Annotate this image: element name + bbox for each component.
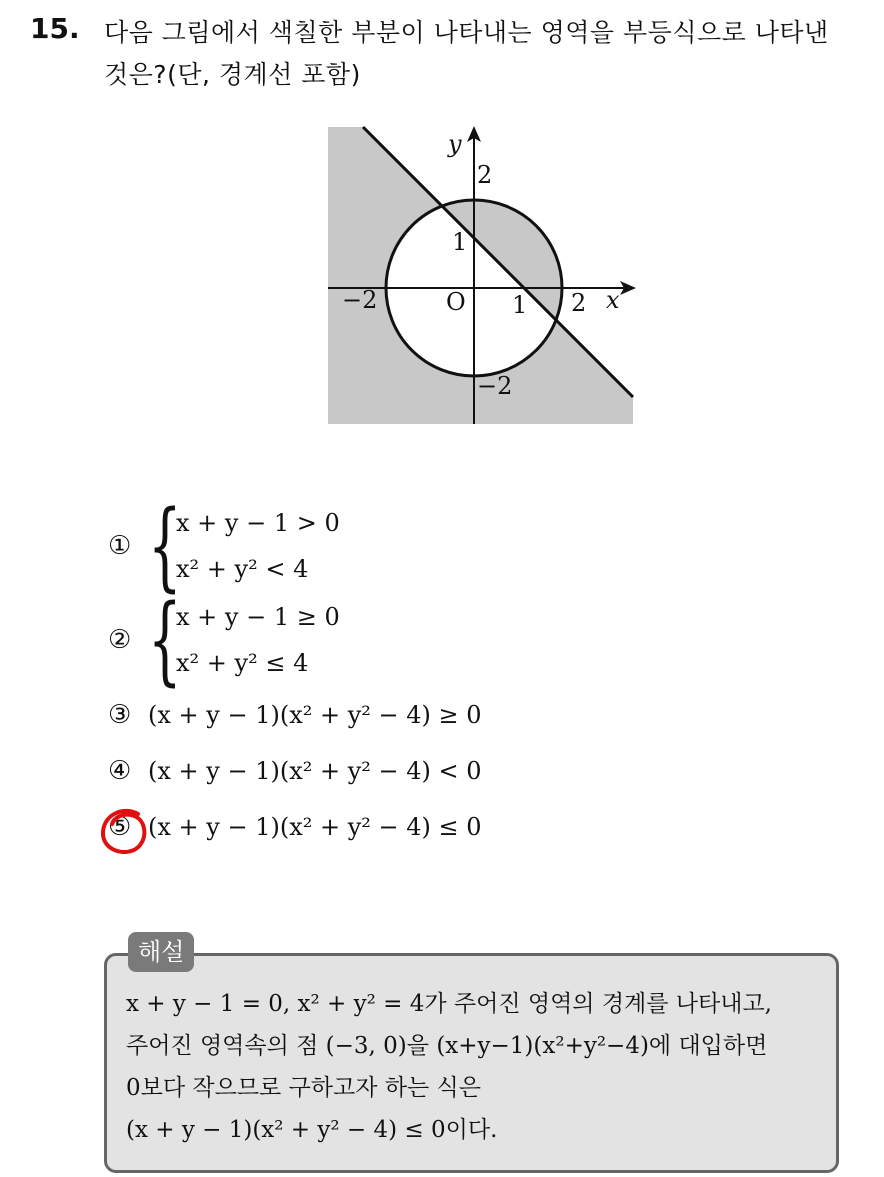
choice-2-line2: x² + y² ≤ 4 [176,649,309,677]
choice-4[interactable] [108,756,482,786]
solution-line2: 주어진 영역속의 점 (−3, 0)을 (x+y−1)(x²+y²−4)에 대입하면 [126,1033,768,1059]
answer-circle-mark-icon [98,806,154,858]
choice-5-number: ⑤ [108,812,132,842]
solution-line4: (x + y − 1)(x² + y² − 4) ≤ 0이다. [126,1117,498,1143]
region-graph [0,0,884,480]
choice-4-expression: (x + y − 1)(x² + y² − 4) < 0 [148,757,482,785]
choice-1-line1: x + y − 1 > 0 [176,509,340,537]
brace-icon: { [148,584,182,696]
choice-3[interactable] [108,700,482,730]
y-tick-2: 2 [477,161,493,189]
x-tick-neg2: −2 [342,286,378,314]
choice-2-number: ② [108,625,132,655]
choice-2[interactable] [108,584,340,696]
x-tick-1: 1 [512,291,528,319]
solution-line3: 0보다 작으므로 구하고자 하는 식은 [126,1075,481,1101]
solution-line1: x + y − 1 = 0, x² + y² = 4가 주어진 영역의 경계를 나타내고, [126,991,772,1017]
x-tick-2: 2 [571,289,587,317]
choice-3-number: ③ [108,700,132,730]
choice-5-expression: (x + y − 1)(x² + y² − 4) ≤ 0 [148,813,482,841]
choice-2-system [176,594,340,686]
choice-1-line2: x² + y² < 4 [176,555,309,583]
y-tick-1: 1 [452,228,468,256]
origin-label: O [446,288,466,316]
choice-1[interactable] [108,490,340,602]
brace-icon: { [148,490,182,602]
question-text-line2: 것은?(단, 경계선 포함) [104,60,361,89]
question-text-line1: 다음 그림에서 색칠한 부분이 나타내는 영역을 부등식으로 나타낸 [104,18,829,47]
choice-1-number: ① [108,531,132,561]
choice-5[interactable] [108,812,482,842]
y-axis-label: y [448,130,462,158]
x-axis-label: x [606,286,620,314]
choice-3-expression: (x + y − 1)(x² + y² − 4) ≥ 0 [148,701,482,729]
solution-text [126,983,836,1151]
choice-4-number: ④ [108,756,132,786]
solution-tag: 해설 [128,932,194,972]
question-number: 15. [30,12,80,45]
choice-2-line1: x + y − 1 ≥ 0 [176,603,340,631]
y-tick-neg2: −2 [477,372,513,400]
choice-1-system [176,500,340,592]
